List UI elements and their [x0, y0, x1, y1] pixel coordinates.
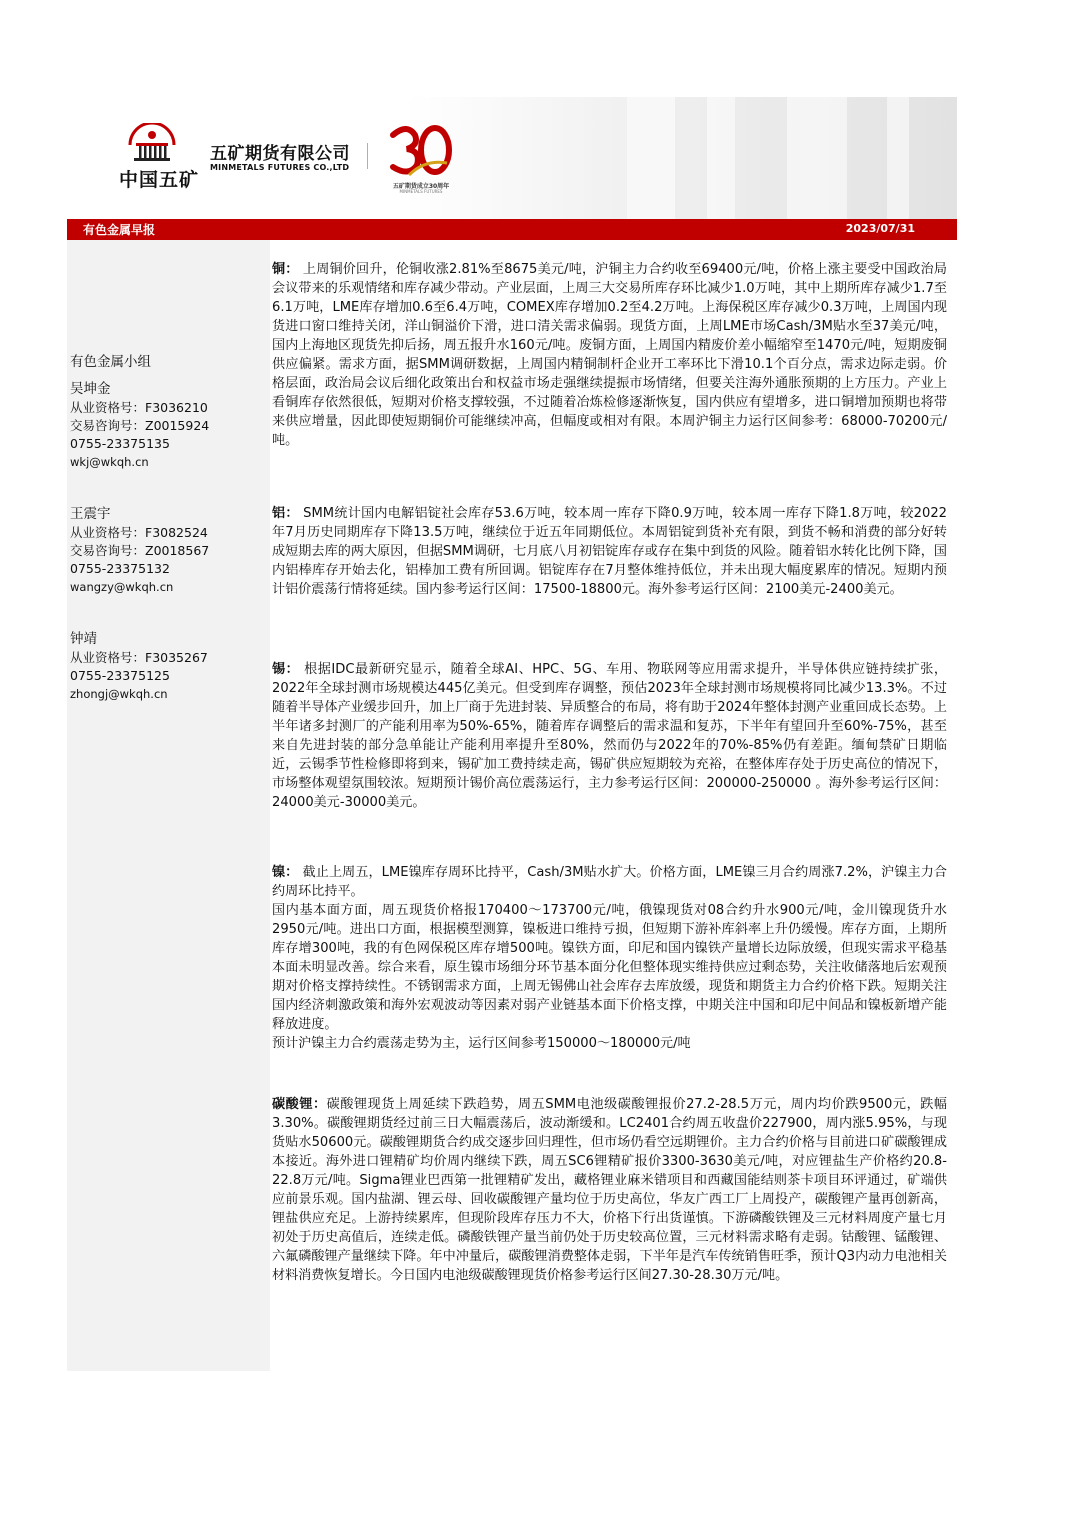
section-label: 铜：	[272, 262, 299, 277]
section-paragraph: 预计沪镍主力合约震荡走势为主，运行区间参考150000～180000元/吨	[272, 1036, 691, 1052]
email-address[interactable]: zhongj@wkqh.cn	[70, 687, 168, 701]
phone-number: 0755-23375125	[70, 668, 170, 683]
section-paragraph	[272, 260, 947, 450]
section-label: 锡：	[272, 662, 300, 677]
phone-number: 0755-23375135	[70, 436, 170, 451]
nickel-section	[272, 863, 947, 1053]
section-paragraph	[272, 504, 947, 599]
tin-section	[272, 660, 947, 812]
qualification-number: 从业资格号：F3082524	[70, 525, 208, 540]
section-label: 铝：	[272, 506, 299, 521]
minmetals-logo-icon	[122, 123, 182, 163]
section-text: SMM统计国内电解铝锭社会库存53.6万吨，较本周一库存下降0.9万吨，较本周一库存下降1.8万吨，较2022年7月历史同期库存下降13.5万吨，继续位于近五年同期低位。本周铝锭到货补充有限，到货不畅和消费的部分好转成短期去库的两大原因，但据SMM调研，七月底八月初铝锭库存或存在集中到货的风险。随着铝水转化比例下降，国内铝棒库存开始去化，铝棒加工费有所回调。铝锭库存在7月整体维持低位，并未出现大幅度累库的情况。短期内预计铝价震荡行情将延续。国内参考运行区间：17500-18800元。海外参考运行区间：2100美元-2400美元。	[272, 506, 948, 598]
analyst-contact	[70, 504, 209, 596]
company-name-cn: 五矿期货有限公司	[210, 144, 350, 164]
qualification-number: 从业资格号：F3035267	[70, 650, 208, 665]
header-background-building	[707, 97, 735, 219]
analyst-contact	[70, 629, 208, 703]
header-background-building	[887, 97, 909, 219]
lithium-carbonate-section	[272, 1095, 947, 1285]
report-title: 有色金属早报	[83, 223, 156, 237]
section-text: 根据IDC最新研究显示，随着全球AI、HPC、5G、车用、物联网等应用需求提升，半导体供应链持续扩张，2022年全球封测市场规模达445亿美元。但受到库存调整，预估2023年全球封测市场规模将同比减少13.3%。不过随着半导体产业缓步回升，加上厂商于先进封装、异质整合的布局，将有助于2024年整体封测产业重回成长态势。上半年诸多封测厂的产能利用率为50%-65%，随着库存调整后的需求温和复苏，下半年有望回升至60%-75%，甚至来自先进封装的部分急单能让产能利用率提升至80%，然而仍与2022年的70%-85%仍有差距。缅甸禁矿日期临近，云锡季节性检修即将到来，锡矿加工费持续走高，锡矿供应短期较为充裕，在整体库存处于历史高位的情况下，市场整体观望氛围较浓。短期预计锡价高位震荡运行，主力参考运行区间：200000-250000 。海外参考运行区间：24000美元-30000美元。	[272, 662, 948, 811]
section-paragraph	[272, 863, 947, 901]
logo-divider	[367, 143, 368, 169]
anniversary-subtext: MINMETALS FUTURES	[399, 189, 443, 194]
qualification-number: 从业资格号：F3036210	[70, 400, 208, 415]
company-name-en: MINMETALS FUTURES CO.,LTD	[210, 163, 350, 172]
section-paragraph: 国内基本面方面，周五现货价格报170400～173700元/吨，俄镍现货对08合约升水900元/吨，金川镍现货升水2950元/吨。进出口方面，根据模型测算，镍板进口维持亏损，但短期下游补库斜率上升仍缓慢。库存方面，上期所库存增300吨，我的有色网保税区库存增500吨。镍铁方面，印尼和国内镍铁产量增长边际放缓，但现实需求平稳基本面未明显改善。综合来看，原生镍市场细分环节基本面分化但整体现实维持供应过剩态势，关注收储落地后宏观预期对价格支撑持续性。不锈钢需求方面，上周无锡佛山社会库存去库放缓，现货和期货主力合约价格下跌。短期关注国内经济刺激政策和海外宏观波动等因素对弱产业链基本面下价格支撑，中期关注中国和印尼中间品和镍板新增产能释放进度。	[272, 903, 947, 1033]
phone-number: 0755-23375132	[70, 561, 170, 576]
report-header	[67, 97, 957, 219]
analyst-name: 吴坤金	[70, 381, 111, 397]
email-address[interactable]: wkj@wkqh.cn	[70, 455, 149, 469]
section-text: 碳酸锂现货上周延续下跌趋势，周五SMM电池级碳酸锂报价27.2-28.5万元，周内均价跌9500元，跌幅3.30%。碳酸锂期货经过前三日大幅震荡后，波动渐缓和。LC2401合约周五收盘价227900，周内涨5.95%，与现货贴水50600元。碳酸锂期货合约成交逐步回归理性，但市场仍看空远期锂价。主力合约价格与目前进口矿碳酸锂成本接近。海外进口锂精矿均价周内继续下跌，周五SC6锂精矿报价3300-3630美元/吨，对应锂盐生产价格约20.8-22.8万元/吨。Sigma锂业巴西第一批锂精矿发出，藏格锂业麻米错项目和西藏国能结则茶卡项目环评通过，矿端供应前景乐观。国内盐湖、锂云母、回收碳酸锂产量均位于历史高位，华友广西工厂上周投产，碳酸锂产量再创新高，锂盐供应充足。上游持续累库，但现阶段库存压力不大，价格下行出货谨慎。下游磷酸铁锂及三元材料周度产量七月初处于历史高值后，连续走低。磷酸铁锂产量当前仍处于历史较高位置，三元材料需求略有走弱。钴酸锂、锰酸锂、六氟磷酸锂产量继续下降。年中冲量后，碳酸锂消费整体走弱，下半年是汽车传统销售旺季，预计Q3内动力电池相关材料消费恢复增长。今日国内电池级碳酸锂现货价格参考运行区间27.30-28.30万元/吨。	[272, 1097, 948, 1284]
section-label: 碳酸锂：	[272, 1097, 327, 1112]
email-address[interactable]: wangzy@wkqh.cn	[70, 580, 174, 594]
team-title: 有色金属小组	[70, 354, 151, 370]
logo-text: 中国五矿	[119, 169, 200, 191]
sidebar	[67, 240, 270, 1371]
header-background-building	[787, 97, 847, 219]
title-bar	[67, 219, 957, 240]
consult-number: 交易咨询号：Z0018567	[70, 543, 210, 558]
section-label: 镍：	[272, 865, 299, 880]
anniversary-text: 五矿期货成立30周年	[392, 183, 450, 190]
copper-section	[272, 260, 947, 450]
analyst-name: 钟靖	[70, 631, 97, 647]
report-date: 2023/07/31	[845, 222, 915, 235]
analyst-contact	[70, 379, 209, 471]
section-paragraph	[272, 1095, 947, 1285]
section-text: 上周铜价回升，伦铜收涨2.81%至8675美元/吨，沪铜主力合约收至69400元/吨，价格上涨主要受中国政治局会议带来的乐观情绪和库存减少带动。产业层面，上周三大交易所库存环比减少1.0万吨，其中上期所库存减少1.7至6.1万吨，LME库存增加0.6至6.4万吨，COMEX库存增加0.2至4.2万吨。上海保税区库存减少0.3万吨，上周国内现货进口窗口维持关闭，洋山铜溢价下滑，进口清关需求偏弱。现货方面，上周LME市场Cash/3M贴水至37美元/吨，国内上海地区现货先抑后扬，周五报升水160元/吨。废铜方面，上周国内精废价差小幅缩窄至1470元/吨，短期废铜供应偏紧。需求方面，据SMM调研数据，上周国内精铜制杆企业开工率环比下滑10.1个百分点，需求边际走弱。价格层面，政治局会议后细化政策出台和权益市场走强继续提振市场情绪，但要关注海外通胀预期的上方压力。产业上看铜库存依然很低，短期对价格支撑较强，不过随着冶炼检修逐渐恢复，国内供应有望增多，进口铜增加预期也将带来供应增量，因此即使短期铜价可能继续冲高，但幅度或相对有限。本周沪铜主力运行区间参考：68000-70200元/吨。	[272, 262, 947, 449]
section-text: 截止上周五，LME镍库存周环比持平，Cash/3M贴水扩大。价格方面，LME镍三月合约周涨7.2%，沪镍主力合约周环比持平。	[272, 865, 947, 900]
aluminum-section	[272, 504, 947, 599]
section-paragraph	[272, 660, 947, 812]
consult-number: 交易咨询号：Z0015924	[70, 418, 210, 433]
analyst-name: 王震宇	[70, 506, 111, 522]
30th-anniversary-logo-icon	[385, 119, 455, 181]
header-background-building	[627, 97, 675, 219]
